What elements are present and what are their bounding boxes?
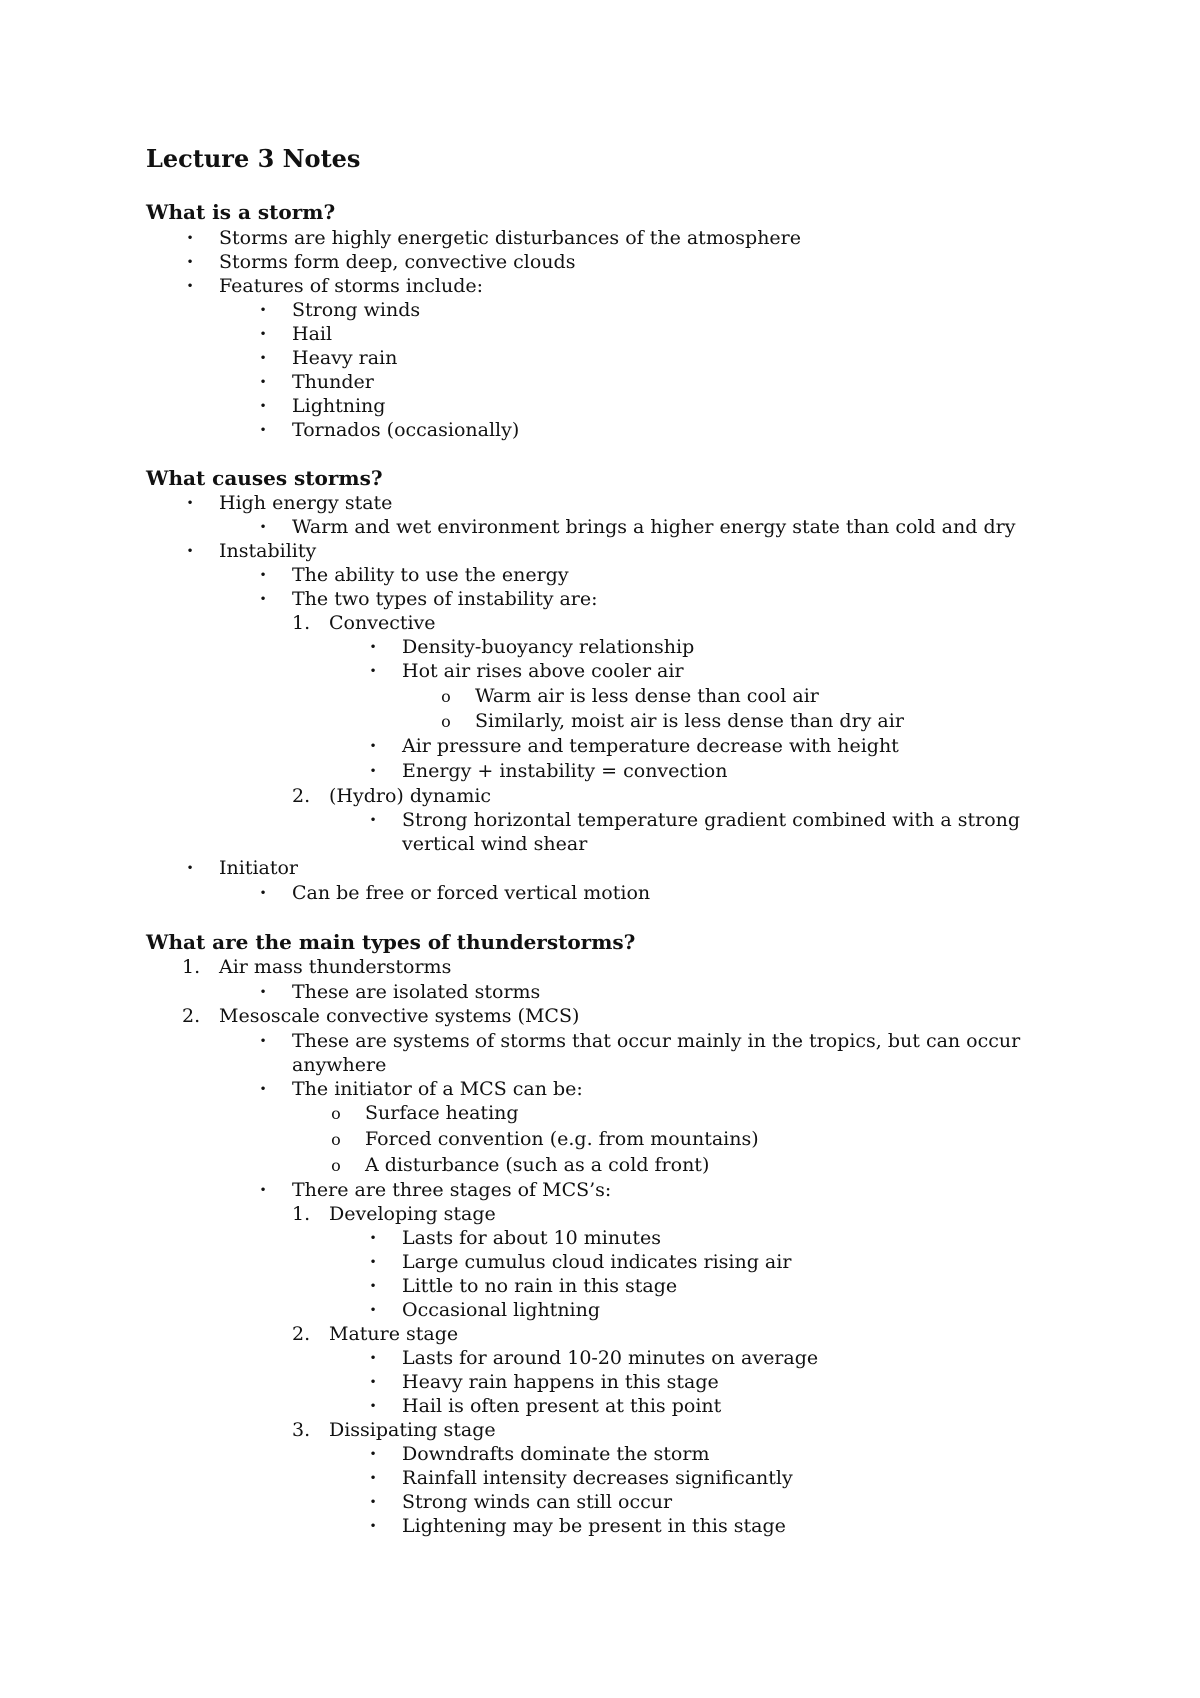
section-heading-types-of-thunderstorms: What are the main types of thunderstorms? [146,930,636,954]
list-item: (Hydro) dynamic [329,785,492,807]
bullet-icon [361,1346,385,1370]
list-number: 2. [182,1005,201,1027]
list-item-continuation: anywhere [292,1054,387,1076]
list-item: A disturbance (such as a cold front) [365,1154,710,1176]
list-item: The ability to use the energy [292,564,569,586]
list-item: Convective [329,612,436,634]
list-item: Thunder [292,371,374,393]
bullet-icon [251,298,275,322]
bullet-icon [361,1298,385,1322]
bullet-icon [361,1370,385,1394]
list-item: High energy state [219,492,393,514]
bullet-icon [251,346,275,370]
list-item-continuation: vertical wind shear [402,833,588,855]
list-item: Little to no rain in this stage [402,1275,678,1297]
list-item: Mesoscale convective systems (MCS) [219,1005,580,1027]
bullet-icon [251,980,275,1004]
list-item: Air mass thunderstorms [219,956,452,978]
bullet-icon [361,659,385,683]
bullet-icon [251,881,275,905]
list-item: Similarly, moist air is less dense than dry air [475,710,904,732]
list-item: Lightening may be present in this stage [402,1515,786,1537]
list-item: Strong winds [292,299,421,321]
bullet-icon [251,515,275,539]
bullet-icon [251,587,275,611]
list-item: Warm and wet environment brings a higher energy state than cold and dry [292,516,1016,538]
list-number: 1. [182,956,201,978]
circle-bullet-icon [324,1153,348,1178]
list-number: 2. [292,1323,311,1345]
section-heading-what-causes-storms: What causes storms? [146,466,383,490]
bullet-icon [361,1250,385,1274]
bullet-icon [251,394,275,418]
bullet-icon [178,856,202,880]
bullet-icon [251,1178,275,1202]
list-item: Density-buoyancy relationship [402,636,695,658]
list-item: Surface heating [365,1102,519,1124]
bullet-icon [361,1490,385,1514]
page-title: Lecture 3 Notes [146,144,361,173]
bullet-icon [251,1029,275,1053]
list-item: Large cumulus cloud indicates rising air [402,1251,792,1273]
bullet-icon [178,250,202,274]
bullet-icon [251,418,275,442]
bullet-icon [361,1514,385,1538]
list-item: Hail [292,323,333,345]
list-item: Heavy rain [292,347,398,369]
list-item: Tornados (occasionally) [292,419,520,441]
bullet-icon [361,808,385,832]
list-item: Lightning [292,395,386,417]
list-item: Features of storms include: [219,275,484,297]
list-item: Hot air rises above cooler air [402,660,684,682]
bullet-icon [251,370,275,394]
bullet-icon [178,274,202,298]
bullet-icon [361,759,385,783]
list-item: Occasional lightning [402,1299,601,1321]
list-item: Heavy rain happens in this stage [402,1371,719,1393]
bullet-icon [361,1394,385,1418]
bullet-icon [361,734,385,758]
bullet-icon [178,539,202,563]
list-item: Energy + instability = convection [402,760,728,782]
bullet-icon [251,1077,275,1101]
list-item: There are three stages of MCS’s: [292,1179,612,1201]
circle-bullet-icon [434,709,458,734]
list-number: 1. [292,612,311,634]
bullet-icon [178,226,202,250]
list-item: Strong winds can still occur [402,1491,673,1513]
list-item: Strong horizontal temperature gradient combined with a strong [402,809,1021,831]
circle-bullet-icon [324,1127,348,1152]
circle-bullet-icon [434,684,458,709]
list-item: Can be free or forced vertical motion [292,882,651,904]
list-item: Instability [219,540,317,562]
list-item: Mature stage [329,1323,459,1345]
list-item: The initiator of a MCS can be: [292,1078,583,1100]
list-number: 1. [292,1203,311,1225]
list-item: These are systems of storms that occur mainly in the tropics, but can occur [292,1030,1021,1052]
bullet-icon [251,563,275,587]
list-item: Storms form deep, convective clouds [219,251,576,273]
list-item: Initiator [219,857,299,879]
bullet-icon [361,1466,385,1490]
list-item: Forced convention (e.g. from mountains) [365,1128,759,1150]
list-item: Lasts for about 10 minutes [402,1227,661,1249]
list-item: The two types of instability are: [292,588,598,610]
bullet-icon [178,491,202,515]
circle-bullet-icon [324,1101,348,1126]
list-number: 2. [292,785,311,807]
list-item: Storms are highly energetic disturbances of the atmosphere [219,227,801,249]
bullet-icon [361,1226,385,1250]
bullet-icon [361,1274,385,1298]
bullet-icon [361,635,385,659]
list-item: These are isolated storms [292,981,541,1003]
section-heading-what-is-storm: What is a storm? [146,200,336,224]
list-item: Downdrafts dominate the storm [402,1443,710,1465]
list-item: Warm air is less dense than cool air [475,685,819,707]
list-item: Developing stage [329,1203,496,1225]
list-number: 3. [292,1419,311,1441]
list-item: Dissipating stage [329,1419,496,1441]
bullet-icon [361,1442,385,1466]
list-item: Lasts for around 10-20 minutes on average [402,1347,819,1369]
list-item: Air pressure and temperature decrease with height [402,735,899,757]
bullet-icon [251,322,275,346]
list-item: Hail is often present at this point [402,1395,722,1417]
list-item: Rainfall intensity decreases significantly [402,1467,793,1489]
